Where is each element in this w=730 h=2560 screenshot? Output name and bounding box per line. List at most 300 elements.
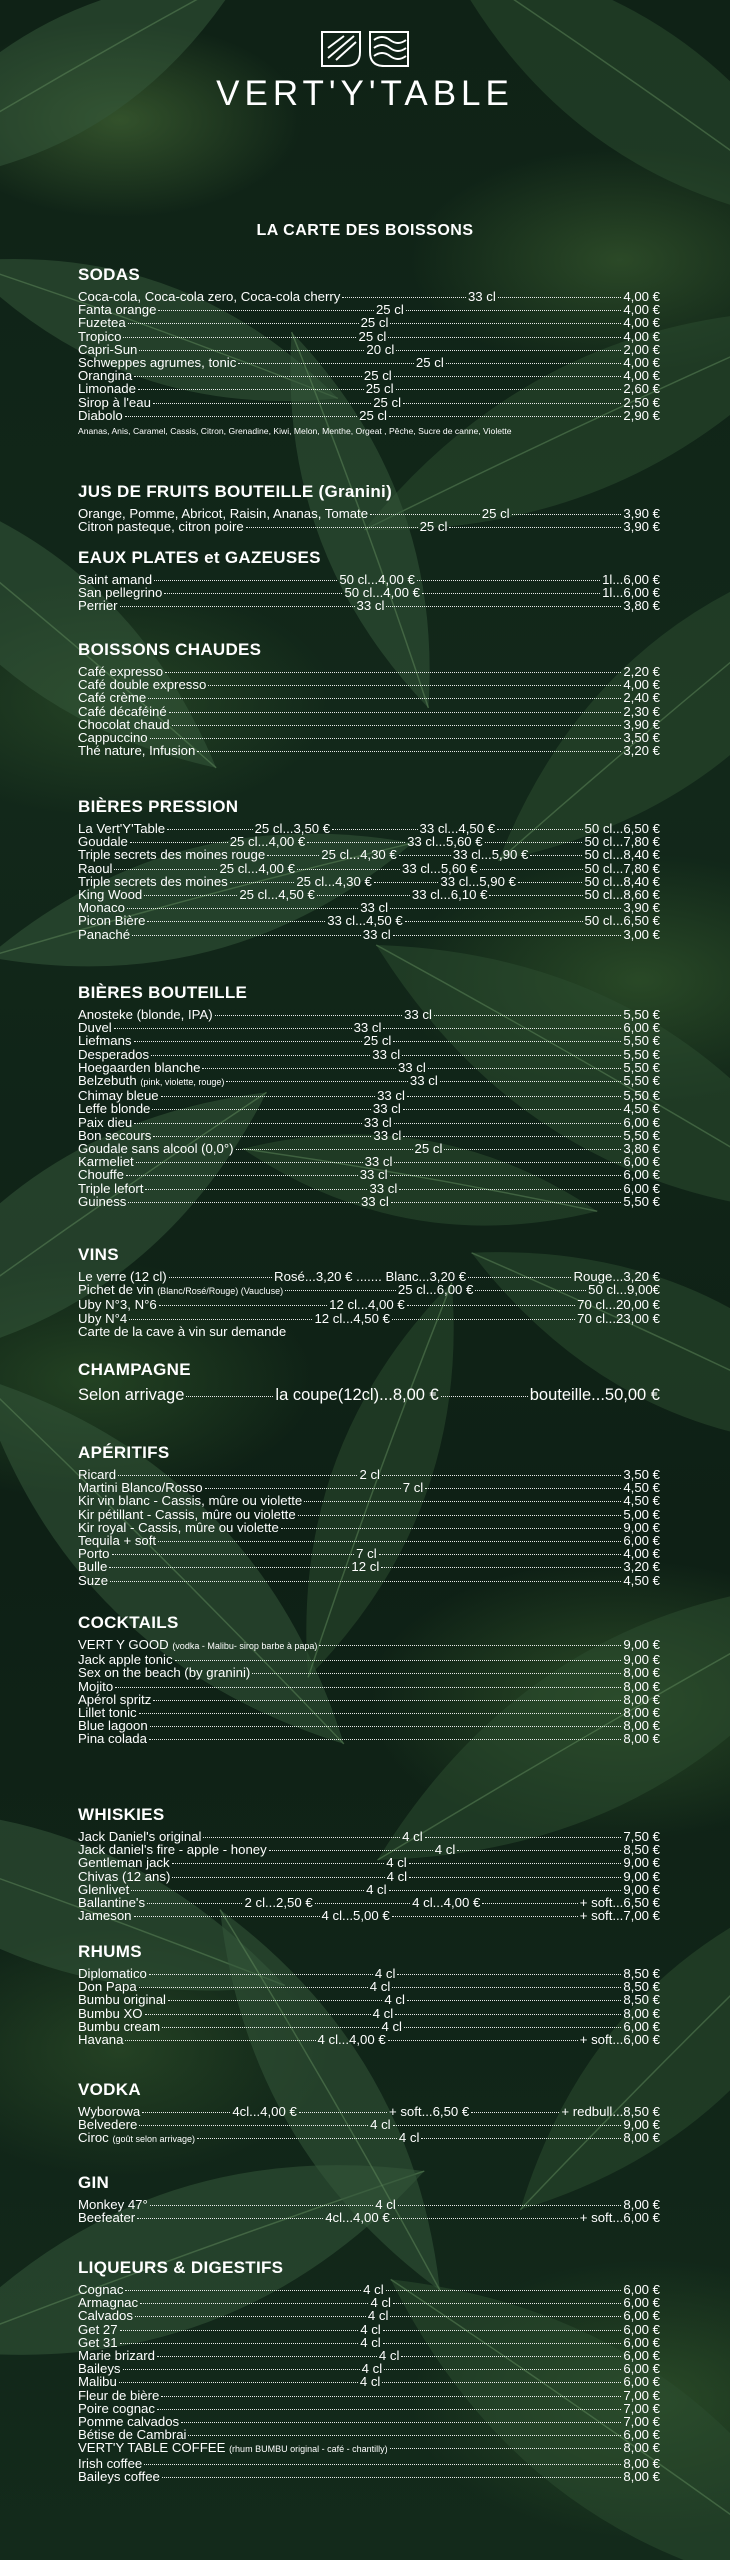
item-price: 1l...6,00 €	[602, 572, 661, 587]
item-price-medium: 33 cl...5,90 €	[452, 847, 529, 863]
item-quantity: 25 cl	[359, 407, 387, 423]
leader-dots	[162, 2477, 621, 2478]
item-price: 50 cl...8,40 €	[584, 873, 660, 889]
menu-section	[78, 640, 660, 757]
leader-dots	[399, 1189, 621, 1190]
leader-dots	[304, 1501, 621, 1502]
item-name: Le verre (12 cl)	[78, 1269, 167, 1284]
item-price: 50 cl...9,00€	[588, 1282, 661, 1298]
leader-dots	[144, 895, 237, 896]
item-quantity: 33 cl	[359, 1167, 388, 1183]
leader-dots	[139, 1713, 622, 1714]
item-price-medium: 33 cl...6,10 €	[411, 887, 488, 903]
leader-dots	[393, 2125, 622, 2126]
leader-dots	[149, 1974, 373, 1975]
wine-cellar-note: Carte de la cave à vin sur demande	[78, 1323, 287, 1339]
section-title: GIN	[78, 2173, 110, 2192]
item-quantity: 4 cl	[360, 2334, 381, 2350]
menu-row	[78, 1061, 660, 1074]
item-name: VERT'Y TABLE COFFEE (rhum BUMBU original - café - chantilly)	[78, 2440, 388, 2456]
item-name: Monkey 47°	[78, 2197, 148, 2212]
item-price: 9,00 €	[623, 2117, 660, 2133]
leader-dots	[446, 363, 622, 364]
leader-dots	[120, 606, 355, 607]
leader-dots	[172, 725, 622, 726]
item-quantity: 7 cl	[402, 1480, 424, 1496]
item-price: 2,50 €	[623, 394, 660, 410]
leader-dots	[395, 2014, 621, 2015]
menu-row	[78, 330, 660, 343]
menu-row	[78, 2033, 660, 2046]
item-price: 4,00 €	[623, 328, 661, 344]
leader-dots	[162, 2027, 379, 2028]
item-price: 6,00 €	[623, 1533, 660, 1549]
leader-dots	[425, 1488, 621, 1489]
item-quantity: 4 cl	[375, 2197, 396, 2212]
leader-dots	[134, 376, 362, 377]
item-quantity: 4 cl	[360, 2321, 381, 2337]
section-title: JUS DE FRUITS BOUTEILLE (Granini)	[78, 482, 393, 501]
leader-dots	[168, 2000, 382, 2001]
menu-row	[78, 396, 660, 409]
leader-dots	[142, 2112, 230, 2113]
item-name: Mojito	[78, 1678, 114, 1694]
item-name: Cappuccino	[78, 730, 148, 746]
leader-dots	[480, 869, 583, 870]
leader-dots	[471, 2112, 559, 2113]
syrup-flavours-note: Ananas, Anis, Caramel, Cassis, Citron, Grenadine, Kiwi, Melon, Menthe, Orgeat , Pêche, Sucre de canne, Violette	[78, 426, 512, 437]
leader-dots	[315, 1903, 410, 1904]
leader-dots	[390, 2316, 621, 2317]
menu-row	[78, 2323, 660, 2336]
menu-row	[78, 914, 660, 927]
leader-dots	[394, 1123, 622, 1124]
leader-dots	[407, 1305, 575, 1306]
item-name: Guiness	[78, 1193, 127, 1209]
leader-dots	[390, 1175, 622, 1176]
leader-dots	[389, 416, 621, 417]
menu-section	[78, 1805, 660, 1922]
item-quantity: 33 cl	[372, 1101, 401, 1117]
section-title: BOISSONS CHAUDES	[78, 640, 262, 659]
leader-dots	[110, 1581, 621, 1582]
brand-name: VERT'Y'TABLE	[216, 74, 514, 113]
leader-dots	[402, 1055, 621, 1056]
item-price: 5,00 €	[623, 1506, 660, 1522]
leader-dots	[208, 685, 621, 686]
leader-dots	[409, 1863, 622, 1864]
item-quantity: 2 cl	[359, 1467, 380, 1482]
item-name: Beefeater	[78, 2210, 136, 2226]
leader-dots	[394, 376, 622, 377]
menu-row	[78, 1909, 660, 1922]
item-quantity: 33 cl	[362, 926, 391, 942]
leader-dots	[391, 1202, 622, 1203]
item-quantity: 4 cl	[398, 2130, 420, 2146]
item-quantity: 50 cl...4,00 €	[339, 572, 415, 587]
leader-dots	[150, 1726, 622, 1727]
leader-dots	[169, 1277, 272, 1278]
leader-dots	[130, 842, 228, 843]
leader-dots	[175, 1660, 622, 1661]
menu-row	[78, 2007, 660, 2020]
item-name: Porto	[78, 1546, 110, 1562]
menu-row	[78, 1993, 660, 2006]
page-title: LA CARTE DES BOISSONS	[256, 222, 474, 239]
item-price: + soft...6,50 €	[579, 1895, 661, 1911]
leader-dots	[120, 2330, 359, 2331]
item-name: Cognac	[78, 2282, 124, 2297]
item-price: 2,90 €	[623, 407, 661, 423]
leader-dots	[134, 1041, 362, 1042]
item-quantity: 33 cl	[377, 1088, 405, 1104]
item-quantity: 4 cl	[363, 2282, 384, 2297]
leader-dots	[457, 1850, 621, 1851]
section-title: BIÈRES BOUTEILLE	[78, 983, 248, 1002]
leader-dots	[205, 1488, 401, 1489]
item-price: 4,50 €	[623, 1101, 661, 1117]
item-name: Ballantine's	[78, 1895, 146, 1911]
menu-row	[78, 2336, 660, 2349]
leader-dots	[269, 1850, 433, 1851]
item-name: Marie brizard	[78, 2348, 155, 2364]
item-price: 8,00 €	[623, 2468, 660, 2484]
menu-section	[78, 2173, 660, 2224]
leader-dots	[383, 2330, 622, 2331]
item-price-medium: 4 cl...4,00 €	[412, 1895, 481, 1911]
item-name: Selon arrivage	[78, 1386, 185, 1404]
menu-section	[78, 983, 660, 1208]
menu-row	[78, 1732, 660, 1745]
item-name: Havana	[78, 2032, 124, 2048]
item-quantity: 4 cl	[434, 1842, 456, 1858]
section-title: RHUMS	[78, 1942, 142, 1961]
menu-row	[78, 1870, 660, 1883]
item-quantity: 33 cl	[397, 1059, 426, 1075]
leader-dots	[139, 1987, 368, 1988]
item-name: Calvados	[78, 2308, 133, 2324]
item-quantity: 33 cl	[369, 1180, 398, 1196]
item-name: Karmeliet	[78, 1154, 134, 1170]
item-name: Bon secours	[78, 1127, 152, 1143]
leader-dots	[150, 738, 622, 739]
menu-row	[78, 1048, 660, 1061]
item-price: 6,00 €	[623, 2348, 660, 2364]
item-name: Kir royal - Cassis, mûre ou violette	[78, 1519, 279, 1535]
item-quantity: 33 cl	[364, 1154, 393, 1170]
item-price: 9,00 €	[623, 1519, 660, 1535]
item-name: Jack Daniel's original	[78, 1829, 202, 1844]
leader-dots	[390, 323, 621, 324]
leader-dots	[149, 1739, 621, 1740]
item-name: Paix dieu	[78, 1114, 133, 1130]
leader-dots	[409, 1877, 621, 1878]
item-price: 3,20 €	[623, 743, 660, 759]
section-title: APÉRITIFS	[78, 1443, 170, 1462]
item-price: 8,50 €	[623, 1966, 661, 1981]
leader-dots	[404, 2027, 621, 2028]
leader-dots	[299, 2112, 387, 2113]
leader-dots	[382, 2382, 621, 2383]
item-quantity: 4 cl	[381, 2018, 402, 2034]
item-name: Monaco	[78, 900, 125, 916]
item-name: Baileys coffee	[78, 2468, 160, 2484]
item-price: 4,00 €	[623, 1546, 661, 1562]
leader-dots	[129, 1319, 312, 1320]
menu-section	[78, 797, 660, 941]
leader-dots	[422, 593, 600, 594]
leader-dots	[186, 1396, 273, 1397]
item-quantity: 25 cl...6,00 €	[397, 1282, 474, 1298]
item-quantity: 33 cl...4,50 €	[327, 913, 403, 929]
menu-row	[78, 2309, 660, 2322]
leader-dots	[132, 935, 361, 936]
leader-dots	[161, 1096, 375, 1097]
item-price: 9,00 €	[623, 1881, 661, 1897]
item-price: 3,90 €	[623, 519, 661, 535]
leader-dots	[127, 908, 358, 909]
item-name: Café double expresso	[78, 677, 207, 693]
item-quantity: 4 cl	[370, 2295, 391, 2311]
item-price: 3,20 €	[623, 1559, 661, 1575]
item-name: Jameson	[78, 1908, 132, 1924]
leader-dots	[128, 323, 359, 324]
leader-dots	[126, 1175, 358, 1176]
leader-dots	[158, 310, 374, 311]
leader-dots	[172, 1877, 384, 1878]
menu-row	[78, 875, 660, 888]
section-title: LIQUEURS & DIGESTIFS	[78, 2258, 284, 2277]
item-name: Fanta orange	[78, 302, 157, 318]
menu-section	[78, 1443, 660, 1587]
leader-dots	[370, 514, 480, 515]
leader-dots	[285, 1290, 396, 1291]
menu-section	[78, 1942, 660, 2046]
item-name: Bumbu cream	[78, 2018, 161, 2034]
item-name: Picon Bière	[78, 913, 146, 929]
menu-row	[78, 691, 660, 704]
item-name: Leffe blonde	[78, 1101, 151, 1117]
section-title: VINS	[78, 1245, 119, 1264]
item-price: 5,50 €	[623, 1033, 661, 1049]
menu-row	[78, 678, 660, 691]
item-price: 5,50 €	[623, 1073, 660, 1089]
item-price-small: 25 cl...4,00 €	[219, 860, 295, 876]
item-name: Sex on the beach (by granini)	[78, 1665, 251, 1681]
item-quantity: 4 cl	[369, 1979, 391, 1995]
leader-dots	[181, 2422, 621, 2423]
item-price: 6,00 €	[623, 2308, 660, 2324]
item-name: Ricard	[78, 1467, 117, 1482]
item-name: Wyborowa	[78, 2104, 141, 2119]
item-name: Thé nature, Infusion	[78, 743, 196, 759]
leader-dots	[151, 1055, 370, 1056]
item-price: + redbull...8,50 €	[561, 2104, 660, 2119]
leader-dots	[396, 389, 622, 390]
item-price: 6,00 €	[623, 2427, 660, 2443]
item-name: Fuzetea	[78, 315, 126, 331]
item-quantity: 50 cl...4,00 €	[344, 585, 420, 601]
item-name: Perrier	[78, 598, 118, 614]
item-name: Capri-Sun	[78, 341, 138, 357]
item-name: Raoul	[78, 860, 113, 876]
item-price: + soft...6,00 €	[579, 2210, 661, 2226]
menu-section	[78, 2080, 660, 2147]
item-quantity: 25 cl	[363, 368, 392, 384]
leader-dots	[134, 1123, 362, 1124]
item-price: Rouge...3,20 €	[573, 1269, 660, 1284]
leader-dots	[401, 2356, 621, 2357]
item-price: 4,00 €	[623, 315, 660, 331]
item-quantity: 25 cl	[360, 315, 389, 331]
item-price: 6,00 €	[623, 2334, 661, 2350]
leader-dots	[405, 921, 583, 922]
leader-dots	[374, 882, 439, 883]
leader-dots	[386, 2290, 622, 2291]
leader-dots	[482, 1903, 577, 1904]
leader-dots	[128, 1202, 359, 1203]
section-title: COCKTAILS	[78, 1613, 179, 1632]
item-price: 9,00 €	[623, 1855, 661, 1871]
leader-dots	[123, 2369, 360, 2370]
menu-row	[78, 1270, 660, 1283]
logo	[0, 28, 730, 114]
leader-dots	[497, 829, 582, 830]
item-name: Triple secrets des moines rouge	[78, 847, 266, 863]
leader-dots	[123, 337, 356, 338]
item-price: 8,00 €	[623, 1678, 660, 1694]
item-price-medium: 33 cl...5,90 €	[440, 873, 516, 889]
item-name: Tequila + soft	[78, 1533, 157, 1549]
item-price: 3,90 €	[623, 900, 661, 916]
item-price: 8,00 €	[623, 2005, 660, 2021]
item-price: 4,00 €	[623, 289, 661, 304]
leader-dots	[389, 1890, 622, 1891]
item-detail: (rhum BUMBU original - café - chantilly)	[229, 2444, 388, 2455]
item-price-small: 2 cl...2,50 €	[244, 1895, 313, 1911]
item-price: 7,50 €	[623, 1829, 661, 1844]
menu-row	[78, 1283, 660, 1298]
leader-dots	[403, 1136, 621, 1137]
leader-dots	[518, 882, 583, 883]
section-title: BIÈRES PRESSION	[78, 797, 239, 816]
item-price: 6,00 €	[623, 2321, 661, 2337]
menu-row	[78, 1298, 660, 1311]
item-price: + soft...7,00 €	[579, 1908, 661, 1924]
leader-dots	[154, 580, 337, 581]
leader-dots	[449, 527, 621, 528]
leaf-logo-icon	[318, 28, 412, 70]
leader-dots	[406, 310, 622, 311]
item-name: Café expresso	[78, 664, 164, 679]
item-price: 7,00 €	[623, 2414, 660, 2430]
leader-dots	[112, 1554, 355, 1555]
item-price: 2,30 €	[623, 703, 660, 719]
item-name: Saint amand	[78, 572, 153, 587]
item-name: Jack daniel's fire - apple - honey	[78, 1842, 267, 1858]
leader-dots	[139, 2125, 368, 2126]
item-name: Café décaféiné	[78, 703, 167, 719]
item-quantity: 33 cl	[353, 1020, 382, 1036]
leader-dots	[150, 2205, 374, 2206]
menu-section	[78, 1360, 660, 1405]
item-name: Fleur de bière	[78, 2387, 160, 2403]
item-price: 3,50 €	[623, 730, 660, 746]
menu-row	[78, 705, 660, 718]
leader-dots	[145, 2014, 371, 2015]
leader-dots	[167, 829, 252, 830]
leader-dots	[152, 1109, 371, 1110]
item-price-small: 4cl...4,00 €	[232, 2104, 297, 2119]
menu-row	[78, 520, 660, 533]
menu-row	[78, 1560, 660, 1573]
item-quantity: 12 cl...4,00 €	[329, 1297, 405, 1313]
leader-dots	[153, 403, 371, 404]
item-name: Uby N°4	[78, 1310, 128, 1326]
item-price: 6,00 €	[623, 2282, 661, 2297]
item-name: Don Papa	[78, 1979, 137, 1995]
menu-row	[78, 822, 660, 835]
leader-dots	[135, 2316, 366, 2317]
item-quantity: 7 cl	[356, 1546, 377, 1562]
item-quantity: 25 cl	[481, 506, 510, 521]
item-price: 50 cl...7,80 €	[584, 860, 661, 876]
leader-dots	[342, 297, 466, 298]
item-price: 6,00 €	[623, 1154, 661, 1170]
item-price: 8,00 €	[623, 2440, 660, 2456]
leader-dots	[396, 350, 621, 351]
item-price: 6,00 €	[623, 1180, 660, 1196]
menu-row	[78, 928, 660, 941]
item-name: Bétise de Cambrai	[78, 2427, 187, 2443]
menu-row	[78, 718, 660, 731]
item-quantity: 25 cl	[419, 519, 448, 535]
item-price: 70 cl...20,00 €	[577, 1297, 660, 1313]
item-price: 4,00 €	[623, 302, 661, 318]
leader-dots	[115, 1687, 621, 1688]
menu-row	[78, 1182, 660, 1195]
leader-dots	[281, 1528, 622, 1529]
item-name: Bulle	[78, 1559, 108, 1575]
menu-row	[78, 1168, 660, 1181]
leader-dots	[388, 337, 621, 338]
leader-dots	[109, 1567, 349, 1568]
item-price: 8,00 €	[623, 1705, 660, 1721]
leader-dots	[444, 1149, 621, 1150]
item-name: VERT Y GOOD (vodka - Malibu- sirop barbe à papa)	[78, 1637, 318, 1652]
item-name: Get 31	[78, 2334, 118, 2350]
menu-row	[78, 1856, 660, 1869]
leader-dots	[393, 935, 622, 936]
item-name: Hoegaarden blanche	[78, 1059, 201, 1075]
item-name: Café crème	[78, 690, 147, 706]
item-price: 6,00 €	[623, 2361, 660, 2377]
menu-row	[78, 1719, 660, 1732]
leader-dots	[230, 882, 295, 883]
item-price: 3,50 €	[623, 1467, 660, 1482]
leader-dots	[392, 2218, 578, 2219]
leader-dots	[392, 1916, 578, 1917]
section-title: CHAMPAGNE	[78, 1360, 191, 1379]
item-quantity: 33 cl	[467, 289, 496, 304]
leader-dots	[319, 1645, 621, 1646]
item-quantity: 4 cl	[366, 1881, 387, 1897]
item-price-medium: 33 cl...5,60 €	[407, 834, 483, 850]
menu-row	[78, 382, 660, 395]
item-price: 5,50 €	[623, 1059, 661, 1075]
leader-dots	[238, 363, 414, 364]
item-name: Coca-cola, Coca-cola zero, Coca-cola cherry	[78, 289, 341, 304]
